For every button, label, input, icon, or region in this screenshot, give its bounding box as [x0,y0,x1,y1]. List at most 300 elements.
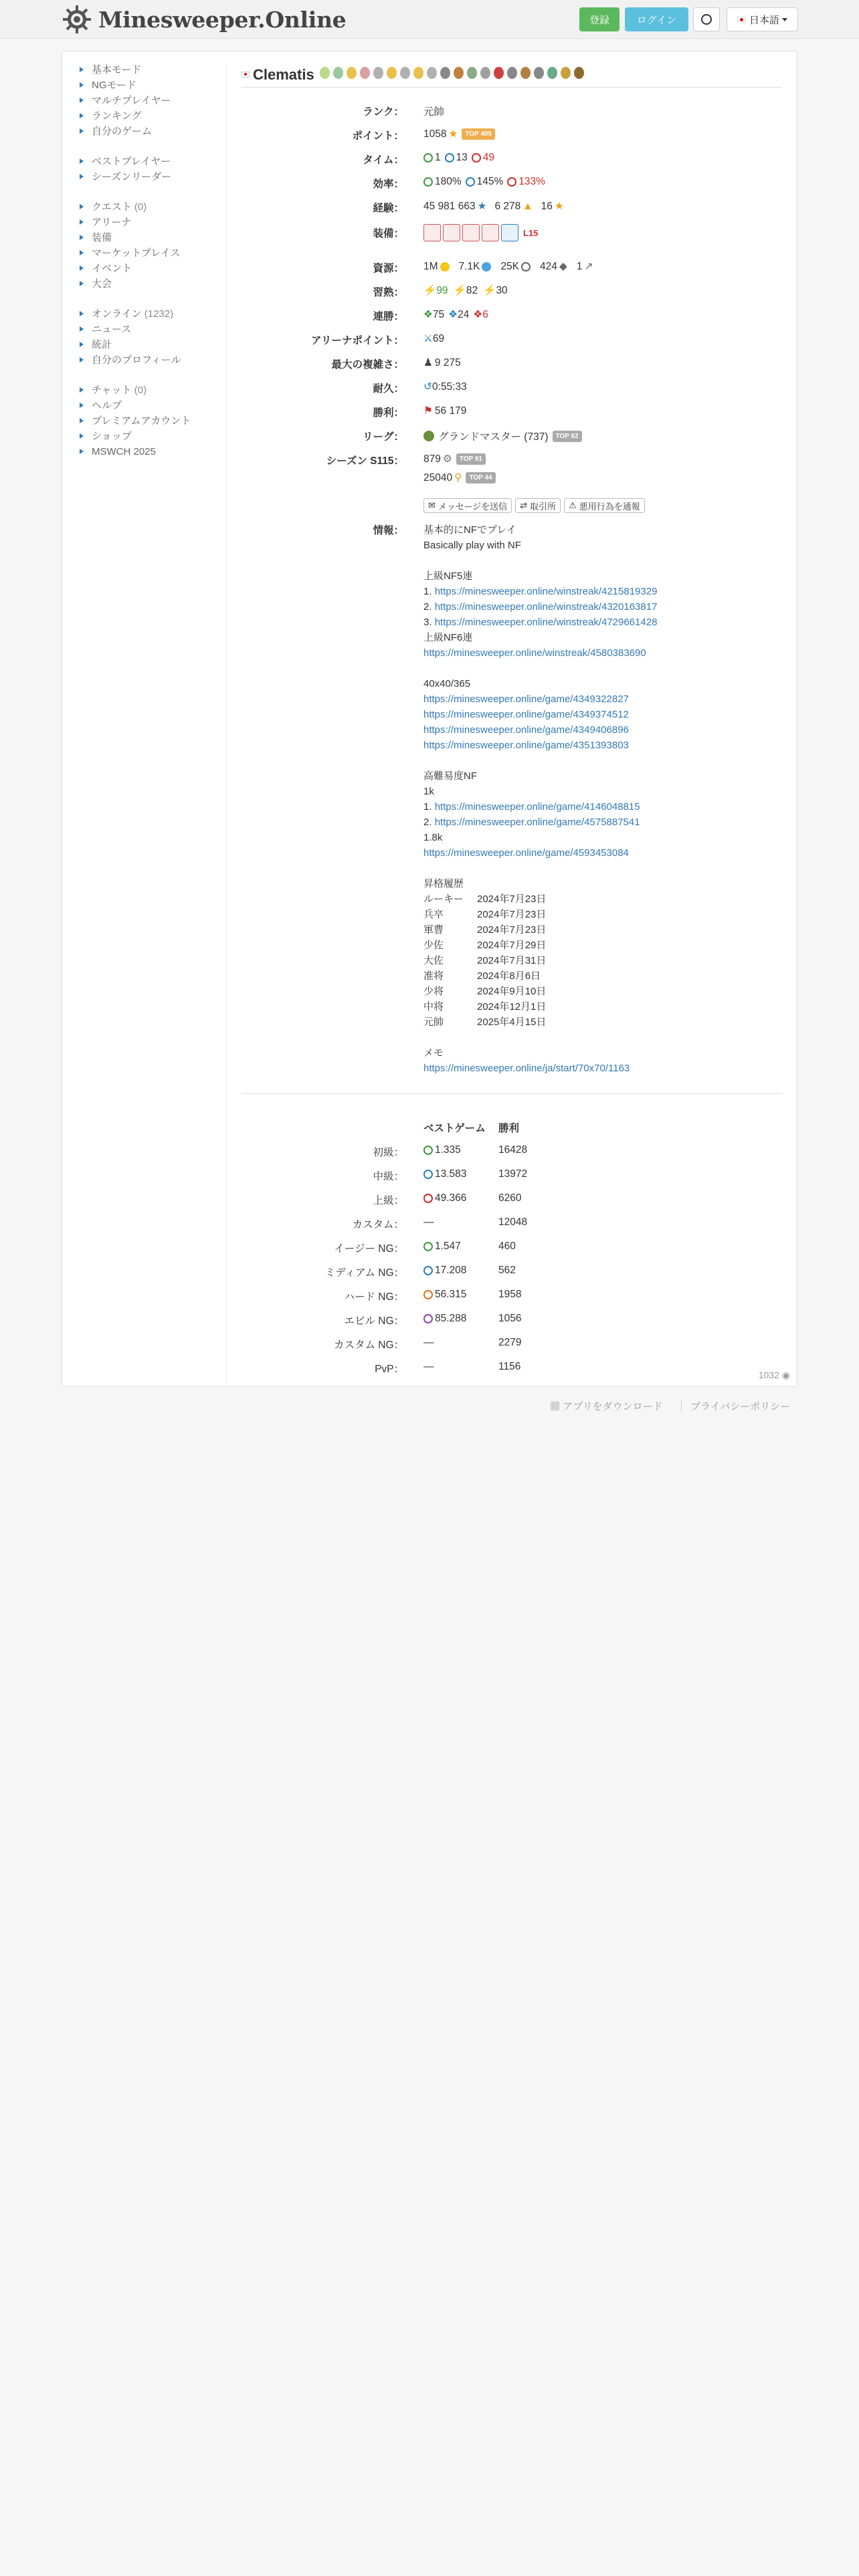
equipment-slot-5[interactable] [501,224,518,241]
sidebar-item[interactable] [78,108,225,124]
sidebar-item-label: 大会 [92,278,112,290]
swords-icon: ⚔ [423,333,433,344]
sidebar-group [78,383,225,459]
sidebar-item[interactable] [78,261,225,276]
wins-header: 勝利 [498,1123,520,1134]
stats-best-cell [423,1168,466,1180]
endurance-value[interactable]: 0:55:33 [432,381,467,393]
sidebar-item-label: ニュース [92,324,132,335]
language-label: 日本語 [749,14,779,26]
stats-best-value[interactable]: 1.547 [435,1241,461,1252]
chevron-right-icon [80,342,84,347]
sidebar-item-label: イベント [92,263,132,274]
lightning-blue-icon: ⚡ [453,285,466,296]
report-label: 悪用行為を通報 [579,501,640,512]
resource-gems: 7.1K [458,260,480,272]
info-line [423,1030,778,1045]
info-line [423,999,778,1014]
training-row [242,284,782,300]
sidebar-item[interactable] [78,230,225,245]
time-intermediate[interactable]: 13 [456,152,468,163]
viewer-count [759,1370,790,1381]
sidebar-item-label: 自分のゲーム [92,126,153,137]
stats-row-label: 中級： [373,1171,404,1182]
language-dropdown[interactable] [727,7,798,31]
training-label: 習熟： [373,287,404,298]
clock-icon [423,1314,433,1323]
info-link[interactable]: https://minesweeper.online/ja/start/70x70/1163 [423,1063,630,1074]
streak-label: 連勝： [373,311,404,322]
equipment-slot-3[interactable] [462,224,480,241]
achievement-medal-icon[interactable] [561,67,571,79]
info-line [423,722,778,738]
stats-best-cell [423,1313,466,1325]
chevron-right-icon [80,128,84,134]
profile-info-text [423,522,778,1076]
sidebar-item-label: ショップ [92,431,132,442]
info-line [423,676,778,691]
stats-wins-value: 13972 [498,1168,528,1180]
chevron-right-icon [80,204,84,209]
sidebar-item[interactable] [78,337,225,352]
info-link[interactable]: https://minesweeper.online/game/4349374512 [423,709,629,720]
info-line-text: 3. [423,617,435,628]
equipment-slot-1[interactable] [423,224,441,241]
season-label: シーズン S115： [326,455,404,467]
sidebar-item[interactable] [78,352,225,368]
experience-level: 6 278 [494,200,521,212]
achievement-medal-icon[interactable] [320,67,330,79]
info-line [423,661,778,676]
stats-wins-value: 6260 [498,1192,522,1204]
info-line-text: 准将 [423,970,444,982]
chevron-right-icon [80,250,84,255]
sidebar-item-label: 自分のプロフィール [92,354,181,366]
privacy-policy-link[interactable]: プライバシーポリシー [690,1401,791,1412]
trade-label: 取引所 [530,501,557,512]
brand-link[interactable] [62,4,346,35]
stats-best-value[interactable]: 17.208 [435,1265,467,1276]
league-top-badge[interactable]: TOP 62 [553,431,582,442]
stats-best-value[interactable]: 85.288 [435,1313,467,1324]
promotion-date: 2024年12月1日 [477,1001,547,1012]
stats-wins-value: 12048 [498,1216,528,1228]
experience-prestige: 16 [541,200,553,212]
info-link[interactable]: https://minesweeper.online/winstreak/4580383690 [423,647,646,659]
chevron-right-icon [80,326,84,332]
sidebar-item-label: マーケットプレイス [92,247,181,259]
stats-row [242,1144,782,1160]
key-icon: ⚲ [454,472,462,484]
info-link[interactable]: https://minesweeper.online/game/4575887541 [434,817,640,828]
chevron-right-icon [80,418,84,423]
sidebar-item-label: プレミアムアカウント [92,415,191,427]
promotion-date: 2025年4月15日 [477,1016,547,1028]
chevron-right-icon [80,403,84,408]
season-top-badge-1[interactable]: TOP 91 [456,453,486,465]
achievement-medal-icon[interactable] [400,67,410,79]
sidebar-item[interactable] [78,306,225,322]
info-link[interactable]: https://minesweeper.online/game/4146048815 [434,801,640,813]
info-line [423,1061,778,1076]
stats-row-label: エビル NG： [344,1315,404,1327]
streak-red-icon: ❖ [473,309,483,320]
intermediate-efficiency-icon [466,177,475,187]
mine-logo-icon [62,4,92,35]
info-line-text: Basically play with NF [423,540,521,551]
stats-best-value[interactable]: 13.583 [435,1168,467,1180]
sidebar-item-label: ベストプレイヤー [92,156,171,167]
achievement-medal-icon[interactable] [467,67,477,79]
streak-intermediate[interactable]: 24 [458,308,470,320]
league-emblem-icon [423,431,434,441]
info-line-text: 少佐 [423,940,444,951]
info-line-text: 1.8k [423,832,443,843]
stats-row [242,1289,782,1305]
info-line [423,784,778,799]
info-line [423,645,778,661]
achievement-medal-icon[interactable] [547,67,557,79]
info-line [423,615,778,630]
info-line-text: 昇格履歴 [423,878,464,889]
sidebar-group [78,199,225,292]
stats-row [242,1192,782,1208]
info-line [423,861,778,876]
equipment-slot-4[interactable] [482,224,499,241]
clock-icon [423,1266,433,1275]
level-up-icon: ▲ [522,200,533,212]
training-expert: 30 [496,284,508,296]
theme-circle-icon [701,14,712,25]
points-label: ポイント： [352,130,404,142]
chevron-right-icon [80,174,84,179]
efficiency-intermediate[interactable]: 145% [476,176,504,187]
windows-icon: ▦ [550,1401,561,1412]
info-link[interactable]: https://minesweeper.online/game/4593453084 [423,847,629,859]
info-line-text: 元帥 [423,1016,444,1028]
points-value: 1058 [423,128,447,140]
season-points-icon: ⚙ [442,453,452,465]
info-line-text: 大佐 [423,955,444,966]
league-label: リーグ： [362,431,404,443]
experience-value: 45 981 663 [423,200,476,212]
stats-wins-value: 1156 [498,1361,521,1372]
sidebar-item[interactable] [78,169,225,185]
brand-name: Minesweeper.Online [98,6,347,33]
clock-icon [423,1290,433,1299]
league-row [242,429,782,445]
sidebar-item-label: シーズンリーダー [92,171,172,183]
arena-row [242,332,782,348]
send-message-label: メッセージを送信 [438,501,508,512]
gem-icon [482,262,491,272]
stats-best-value: — [423,1337,434,1348]
achievement-medal-icon[interactable] [413,67,423,79]
special-icon: ↗ [584,261,593,272]
info-link[interactable]: https://minesweeper.online/winstreak/4320163817 [434,601,658,613]
clock-icon [423,1242,433,1251]
sidebar-item[interactable] [78,124,225,139]
equipment-label: 装備： [373,228,404,239]
experience-row [242,200,782,216]
achievement-medal-icon[interactable] [333,67,343,79]
efficiency-beginner[interactable]: 180% [435,176,462,187]
sidebar-item[interactable] [78,276,225,292]
achievement-medal-icon[interactable] [427,67,437,79]
info-link[interactable]: https://minesweeper.online/game/4349322827 [423,693,629,705]
chevron-right-icon [80,113,84,118]
stats-row-label: PvP： [375,1364,404,1375]
complexity-value[interactable]: 9 275 [434,356,461,368]
equipment-level: L15 [523,227,539,238]
promotion-date: 2024年8月6日 [477,970,541,982]
stats-wins-value: 460 [498,1241,516,1252]
sidebar-item[interactable] [78,413,225,429]
action-buttons [242,498,782,514]
stats-header [242,1120,782,1136]
exchange-icon: ⇄ [520,500,528,510]
time-beginner[interactable]: 1 [435,152,441,163]
info-line-text: 上級NF5連 [423,570,473,582]
top-navbar [0,0,859,39]
sidebar-item-label: アリーナ [92,217,132,228]
achievement-medal-icon[interactable] [440,67,450,79]
username: Clematis [253,66,314,83]
time-expert[interactable]: 49 [482,152,495,163]
resources-label: 資源： [373,263,404,274]
info-line-text: 40x40/365 [423,678,471,689]
trophy-icon: ★ [448,128,458,140]
stats-best-value[interactable]: 49.366 [435,1192,467,1204]
sidebar-item[interactable] [78,383,225,398]
equipment-slot-2[interactable] [443,224,460,241]
warning-icon: ⚠ [569,500,577,510]
info-line [423,876,778,891]
sidebar-nav [78,62,225,474]
intermediate-clock-icon [445,153,454,163]
stats-best-value[interactable]: 56.315 [435,1289,467,1300]
info-line-text: 上級NF6連 [423,632,473,643]
stats-row [242,1337,782,1353]
info-line [423,738,778,753]
info-line [423,891,778,907]
stats-best-cell [423,1361,434,1373]
sidebar-item[interactable] [78,154,225,169]
stats-divider [242,1093,782,1094]
chevron-right-icon [80,281,84,286]
info-line-text: ルーキー [423,893,464,905]
viewer-count-value: 1032 [758,1370,779,1380]
streak-expert[interactable]: 6 [482,308,488,320]
achievement-medal-icon[interactable] [360,67,370,79]
stats-row-label: カスタム NG： [333,1339,404,1351]
achievement-medal-icon[interactable] [480,67,490,79]
person-icon: ♟ [423,357,433,368]
achievement-medal-icon[interactable] [507,67,517,79]
sidebar-item-count: (0) [134,201,147,213]
info-line [423,553,778,568]
stats-row-label: 初級： [373,1147,404,1158]
login-button[interactable]: ログイン [625,7,688,31]
footer-separator [681,1400,682,1412]
efficiency-row [242,176,782,192]
sidebar-item-label: 統計 [92,339,112,350]
sidebar-item-label: 装備 [92,232,112,243]
points-row [242,128,782,144]
stats-row [242,1216,782,1232]
sidebar-group [78,306,225,368]
info-line [423,799,778,815]
achievement-medal-icon[interactable] [347,67,357,79]
clock-icon [423,1170,433,1179]
trade-button[interactable] [515,498,561,513]
endurance-row [242,381,782,397]
info-line [423,984,778,999]
achievement-medal-icon[interactable] [494,67,504,79]
stats-row-label: 上級： [373,1195,404,1206]
chevron-right-icon [80,98,84,103]
achievement-medal-icon[interactable] [387,67,397,79]
coin-icon [440,262,450,272]
training-beginner: 99 [436,284,448,296]
streak-beginner[interactable]: 75 [432,308,445,320]
clock-icon [423,1194,433,1203]
info-line [423,845,778,861]
download-app-label: アプリをダウンロード [563,1401,663,1412]
season-row [242,453,782,489]
info-link[interactable]: https://minesweeper.online/winstreak/4729661428 [434,617,658,628]
info-link[interactable]: https://minesweeper.online/game/4351393803 [423,740,629,751]
stats-wins-value: 1056 [498,1313,522,1324]
sidebar-item[interactable] [78,245,225,261]
info-label: 情報： [373,525,404,536]
efficiency-expert[interactable]: 133% [518,176,545,187]
download-app-link[interactable] [550,1399,663,1413]
achievement-medal-icon[interactable] [373,67,383,79]
info-line [423,1014,778,1030]
stats-best-cell [423,1289,466,1301]
page-footer [0,1399,859,1415]
register-button[interactable]: 登録 [579,7,619,31]
medal-list [320,67,587,82]
sidebar-item[interactable] [78,62,225,78]
arena-label: アリーナポイント： [311,335,404,346]
achievement-medal-icon[interactable] [574,67,584,79]
sidebar-item[interactable] [78,199,225,215]
sidebar-item[interactable] [78,215,225,230]
season-top-badge-2[interactable]: TOP 44 [466,472,495,484]
resource-coins: 1M [423,260,438,272]
complexity-label: 最大の複雑さ： [331,359,404,370]
chevron-right-icon [80,219,84,225]
info-row [242,522,782,1084]
chevron-right-icon [80,449,84,454]
sidebar-item[interactable] [78,322,225,337]
sidebar-item[interactable] [78,398,225,413]
info-line [423,707,778,722]
achievement-medal-icon[interactable] [454,67,464,79]
part-icon: ◆ [559,261,567,272]
sidebar-group [78,154,225,185]
achievement-medal-icon[interactable] [534,67,544,79]
stats-row-label: ハード NG： [344,1291,404,1303]
info-line [423,938,778,953]
star-icon: ★ [477,201,487,212]
resource-special: 1 [576,260,583,272]
rank-row [242,104,782,120]
lightning-red-icon: ⚡ [483,285,496,296]
chevron-right-icon [80,82,84,88]
info-line-text: 少将 [423,986,444,997]
stats-row [242,1361,782,1377]
stats-wins-value: 1958 [498,1289,522,1300]
sidebar-item-count: (0) [134,385,147,396]
time-label: タイム： [363,154,404,166]
league-value[interactable]: グランドマスター (737) [438,431,549,443]
info-line-text: メモ [423,1047,444,1059]
info-line [423,599,778,615]
caret-down-icon [782,18,787,21]
time-row [242,152,782,168]
info-line-text: 1. [423,586,435,597]
stats-best-cell [423,1265,466,1277]
stats-row-label: イージー NG： [334,1243,404,1255]
sidebar-group [78,62,225,139]
sidebar-item-label: チャット [92,385,132,396]
history-icon: ↺ [423,381,432,393]
wins-value: 56 179 [434,405,467,417]
info-link[interactable]: https://minesweeper.online/game/4349406896 [423,724,629,736]
beginner-efficiency-icon [423,177,433,187]
promotion-date: 2024年7月23日 [477,893,547,905]
points-top-badge[interactable]: TOP 405 [462,128,495,140]
info-line-text: 1. [423,801,435,813]
stats-row-label: カスタム： [352,1219,404,1230]
stats-best-value[interactable]: 1.335 [435,1144,461,1156]
info-line [423,691,778,707]
sidebar-item-label: MSWCH 2025 [92,446,156,457]
info-line [423,753,778,768]
efficiency-label: 効率： [373,179,404,190]
chevron-right-icon [80,387,84,393]
sidebar-item-label: マルチプレイヤー [92,95,171,106]
stats-best-cell [423,1144,461,1156]
sidebar-item[interactable] [78,93,225,108]
info-link[interactable]: https://minesweeper.online/winstreak/4215819329 [434,586,658,597]
resources-row [242,260,782,276]
info-line-text: 兵卒 [423,909,444,920]
achievement-medal-icon[interactable] [520,67,531,79]
info-line [423,953,778,968]
japan-flag-icon [242,72,250,78]
send-message-button[interactable] [423,498,512,513]
flag-icon: ⚑ [423,405,433,417]
sidebar-item[interactable] [78,444,225,459]
report-button[interactable] [564,498,645,513]
experience-label: 経験： [373,203,404,214]
info-line-text: 軍曹 [423,924,444,936]
info-line-text: 高難易度NF [423,770,477,782]
theme-toggle-button[interactable] [693,7,720,31]
sidebar-divider [226,64,227,1384]
sidebar-item[interactable] [78,78,225,93]
promotion-date: 2024年7月31日 [477,955,547,966]
info-line [423,830,778,845]
sidebar-item-label: NGモード [92,80,136,91]
clock-icon [423,1146,433,1155]
sidebar-item[interactable] [78,429,225,444]
info-line [423,568,778,584]
